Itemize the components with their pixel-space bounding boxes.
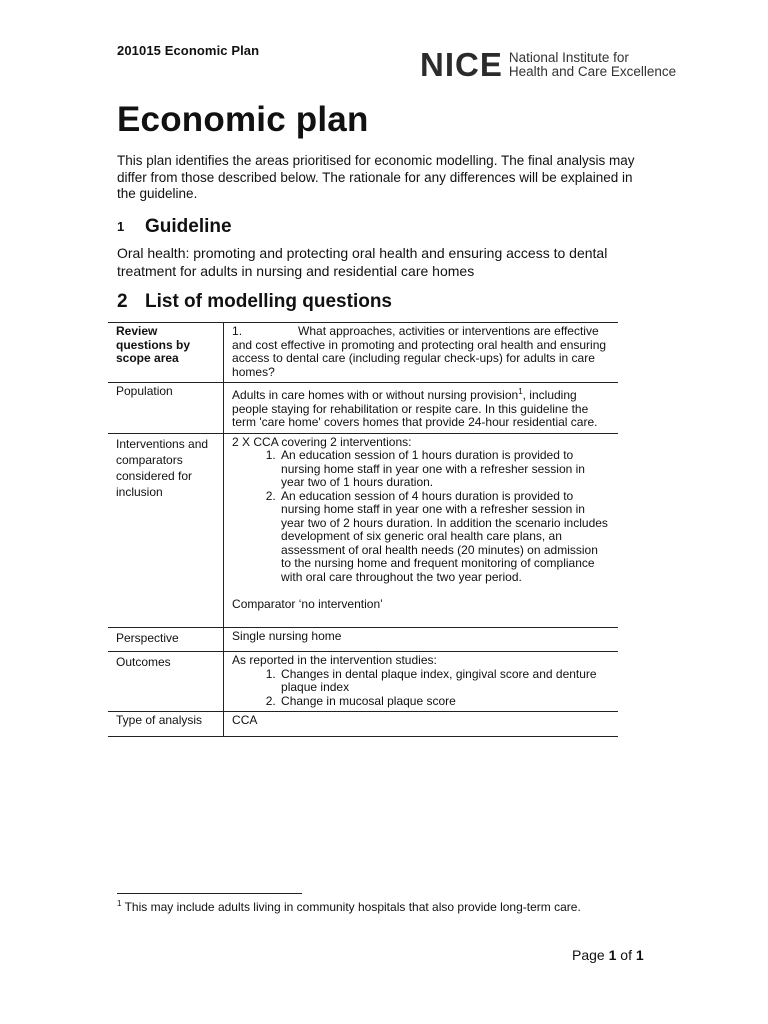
list-item: 2. An education session of 4 hours duration is provided to nursing home staff in year one with a refresher session in year two of 2 hours duration. In addition the scenario includes development of six generic oral health care plans, an assessment of oral health needs (20 minutes) on admission to the nursing home and frequent monitoring of compliance with oral care throughout the two year period.	[279, 490, 610, 585]
outcomes-intro: As reported in the intervention studies:	[232, 653, 437, 667]
list-item: 1. Changes in dental plaque index, gingival score and denture plaque index	[279, 668, 610, 695]
interventions-label: Interventions and comparators considered for inclusion	[108, 433, 224, 627]
table-row	[108, 627, 618, 652]
section-1-title: Guideline	[145, 216, 232, 237]
population-cell	[224, 383, 618, 434]
section-2-heading	[117, 291, 392, 313]
section-2-number: 2	[117, 291, 128, 312]
guideline-text: Oral health: promoting and protecting oral health and ensuring access to dental treatment for adults in nursing and residential care homes	[117, 245, 608, 279]
page-number	[572, 947, 644, 963]
interventions-intro: 2 X CCA covering 2 interventions:	[232, 434, 412, 449]
review-questions-label: Review questions by scope area	[108, 323, 224, 383]
intro-paragraph: This plan identifies the areas prioritised for economic modelling. The final analysis may differ from those described below. The rationale for any differences will be explained in the guideline.	[117, 153, 635, 201]
question-text: What approaches, activities or interventions are effective and cost effective in promoting and protecting oral health and ensuring access to dental care (including regular check-ups) for adults in care homes?	[232, 324, 607, 379]
list-item: 2. Change in mucosal plaque score	[279, 695, 610, 709]
table-row	[108, 383, 618, 434]
page-of: of	[616, 947, 636, 963]
analysis-label: Type of analysis	[108, 712, 224, 737]
document-label: 201015 Economic Plan	[117, 43, 260, 58]
footnote-text: This may include adults living in community hospitals that also provide long-term care.	[121, 900, 581, 914]
review-question-cell	[224, 323, 618, 383]
interventions-cell	[224, 433, 618, 627]
table-row	[108, 323, 618, 383]
outcomes-label: Outcomes	[108, 652, 224, 712]
section-1-heading	[117, 216, 232, 238]
analysis-value: CCA	[224, 712, 618, 737]
table-row	[108, 712, 618, 737]
table-row	[108, 652, 618, 712]
logo-text	[509, 51, 676, 79]
list-item: 1. An education session of 1 hours duration is provided to nursing home staff in year one with a refresher session in year two of 1 hours duration.	[279, 449, 610, 490]
footnote	[117, 899, 581, 914]
nice-logo	[420, 48, 676, 81]
comparator-text: Comparator ‘no intervention’	[232, 597, 383, 611]
footnote-ref: 1	[518, 387, 523, 396]
table-row	[108, 433, 618, 627]
question-number: 1.	[232, 324, 243, 338]
section-2-title: List of modelling questions	[145, 291, 392, 312]
interventions-list	[232, 449, 610, 584]
outcomes-cell	[224, 652, 618, 712]
page-current: 1	[608, 947, 617, 963]
page-title: Economic plan	[117, 100, 369, 139]
logo-line-1: National Institute for	[508, 49, 629, 65]
population-text-a: Adults in care homes with or without nursing provision	[232, 388, 519, 402]
population-text-b: , including people staying for rehabilitation or respite care. In this guideline the term 'care home' covers homes that provide 24-hour residential care.	[232, 388, 598, 429]
footnote-marker: 1	[117, 899, 122, 908]
logo-mark: NICE	[420, 46, 503, 83]
perspective-label: Perspective	[108, 627, 224, 652]
logo-line-2: Health and Care Excellence	[508, 63, 677, 79]
modelling-questions-table	[108, 322, 618, 737]
perspective-value: Single nursing home	[224, 627, 618, 652]
page-total: 1	[635, 947, 644, 963]
section-1-number: 1	[117, 219, 125, 235]
footnote-divider	[117, 893, 302, 894]
page-prefix: Page	[572, 947, 609, 963]
outcomes-list	[232, 668, 610, 709]
population-label: Population	[108, 383, 224, 434]
